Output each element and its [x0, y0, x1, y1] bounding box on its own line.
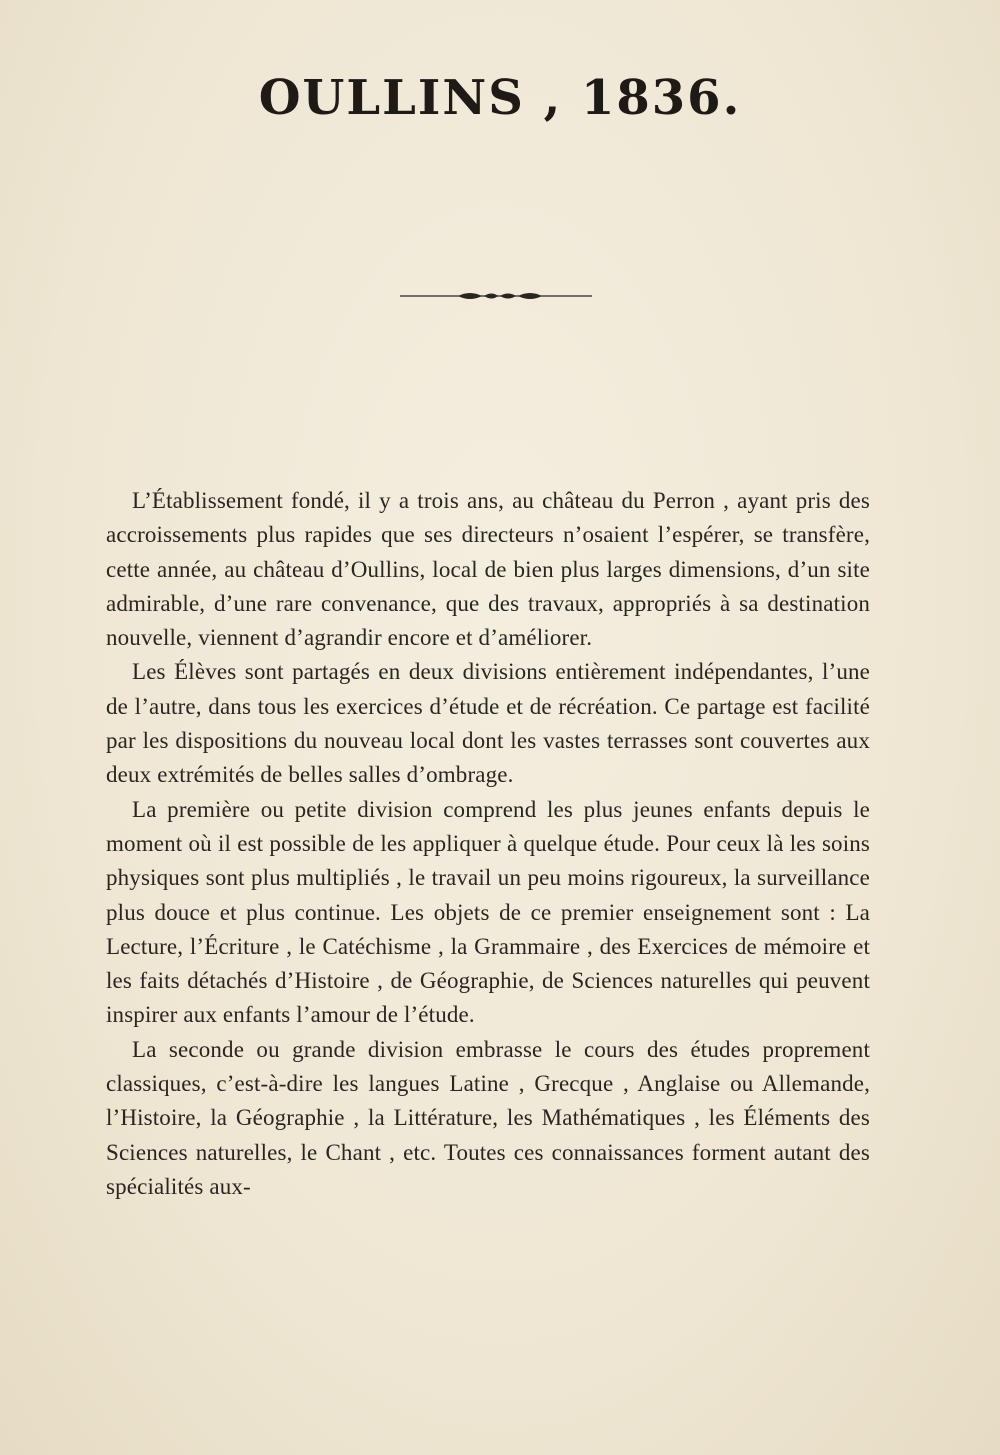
paragraph-4: La seconde ou grande division embrasse le cours des études proprement classiques, c’est-à-dire les langues Latine , Grecque , Anglaise ou Allemande, l’Histoire, la Géographie , la Littérature, les Mathématiques , les Éléments des Sciences naturelles, le Chant , etc. Toutes ces connaissances forment autant des spécialités aux-: [106, 1036, 870, 1199]
divider-ornament-icon: [400, 288, 592, 304]
page-title: OULLINS , 1836.: [258, 70, 742, 126]
paragraph-2: Les Élèves sont partagés en deux divisions entièrement indépendantes, l’une de l’autre, dans tous les exercices d’étude et de récréation. Ce partage est facilité par les dispositions du nouveau local dont les vastes terrasses sont couvertes aux deux extrémités de belles salles d’ombrage.: [106, 659, 870, 788]
paragraph-1: L’Établissement fondé, il y a trois ans, au château du Perron , ayant pris des accroissements plus rapides que ses directeurs n’osaient l’espérer, se transfère, cette année, au château d’Oullins, local de bien plus larges dimensions, d’un site admirable, d’une rare convenance, que des travaux, appropriés à sa destination nouvelle, viennent d’agrandir encore et d’améliorer.: [106, 488, 870, 651]
body-text: [106, 484, 870, 1204]
paragraph-3: La première ou petite division comprend les plus jeunes enfants depuis le moment où il est possible de les appliquer à quelque étude. Pour ceux là les soins physiques sont plus multipliés , le travail un peu moins rigoureux, la surveillance plus douce et plus continue. Les objets de ce premier enseignement sont : La Lecture, l’Écriture , le Catéchisme , la Grammaire , des Exercices de mémoire et les faits détachés d’Histoire , de Géographie, de Sciences naturelles qui peuvent inspirer aux enfants l’amour de l’étude.: [106, 796, 870, 1028]
